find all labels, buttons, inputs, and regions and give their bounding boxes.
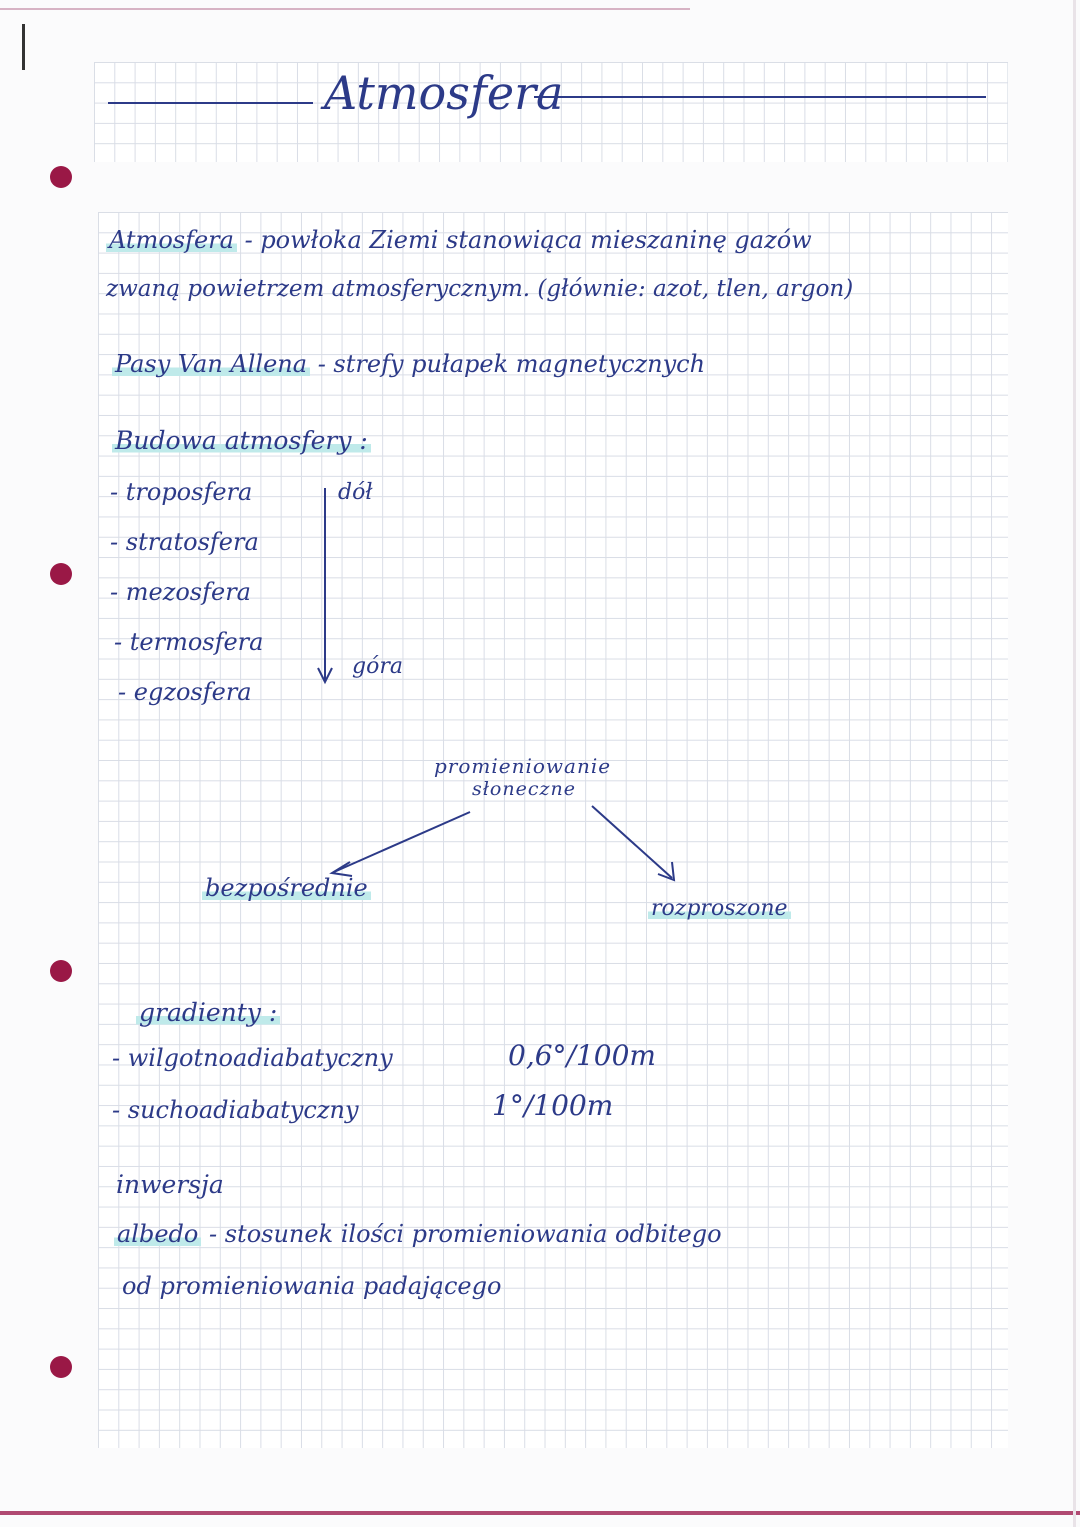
structure-heading: Budowa atmosfery : (112, 428, 371, 453)
binder-hole (50, 1356, 72, 1378)
definition-line-2: zwaną powietrzem atmosferycznym. (głównie: azot, tlen, argon) (106, 276, 854, 302)
gradient-item: - suchoadiabatyczny (112, 1096, 359, 1124)
inversion-term: inwersja (116, 1170, 224, 1199)
gradient-value: 1°/100m (492, 1089, 614, 1122)
page-title: Atmosfera (324, 66, 564, 120)
gradient-item: - wilgotnoadiabatyczny (112, 1044, 393, 1072)
definition-text-1: - powłoka Ziemi stanowiąca mieszaninę gazów (236, 226, 812, 254)
bottom-label: dół (338, 480, 373, 505)
title-rule-left (108, 102, 313, 104)
definition-term: Atmosfera (106, 226, 237, 254)
layer-item: - egzosfera (118, 678, 252, 706)
layer-item: - stratosfera (110, 528, 259, 556)
arrow-right-icon (586, 800, 686, 890)
radiation-label-1: promieniowanie (434, 754, 612, 778)
radiation-direct: bezpośrednie (202, 876, 371, 900)
top-edge-line (0, 8, 690, 10)
binder-hole (50, 960, 72, 982)
radiation-diffuse: rozproszone (648, 898, 791, 920)
top-label: góra (352, 654, 403, 679)
down-arrow-icon (312, 484, 342, 694)
definition-line-1 (106, 228, 812, 252)
albedo-text-1: - stosunek ilości promieniowania odbitego (201, 1220, 722, 1248)
albedo-line-1 (114, 1222, 722, 1246)
van-allen-term: Pasy Van Allena (112, 350, 310, 378)
gradients-heading: gradienty : (136, 1000, 280, 1025)
layer-item: - termosfera (114, 628, 264, 656)
layer-item: - mezosfera (110, 578, 251, 606)
bottom-edge-line (0, 1511, 1080, 1515)
right-edge-shadow (1073, 0, 1076, 1527)
van-allen-line (112, 352, 705, 376)
gradient-value: 0,6°/100m (508, 1039, 656, 1072)
margin-mark (22, 24, 25, 70)
title-rule-right (534, 96, 986, 98)
layer-item: - troposfera (110, 478, 253, 506)
radiation-label-2: słoneczne (472, 778, 576, 800)
binder-hole (50, 563, 72, 585)
binder-hole (50, 166, 72, 188)
albedo-line-2: od promieniowania padającego (122, 1272, 502, 1300)
main-grid (98, 212, 1008, 1448)
albedo-term: albedo (114, 1220, 201, 1248)
van-allen-text: - strefy pułapek magnetycznych (310, 350, 706, 378)
